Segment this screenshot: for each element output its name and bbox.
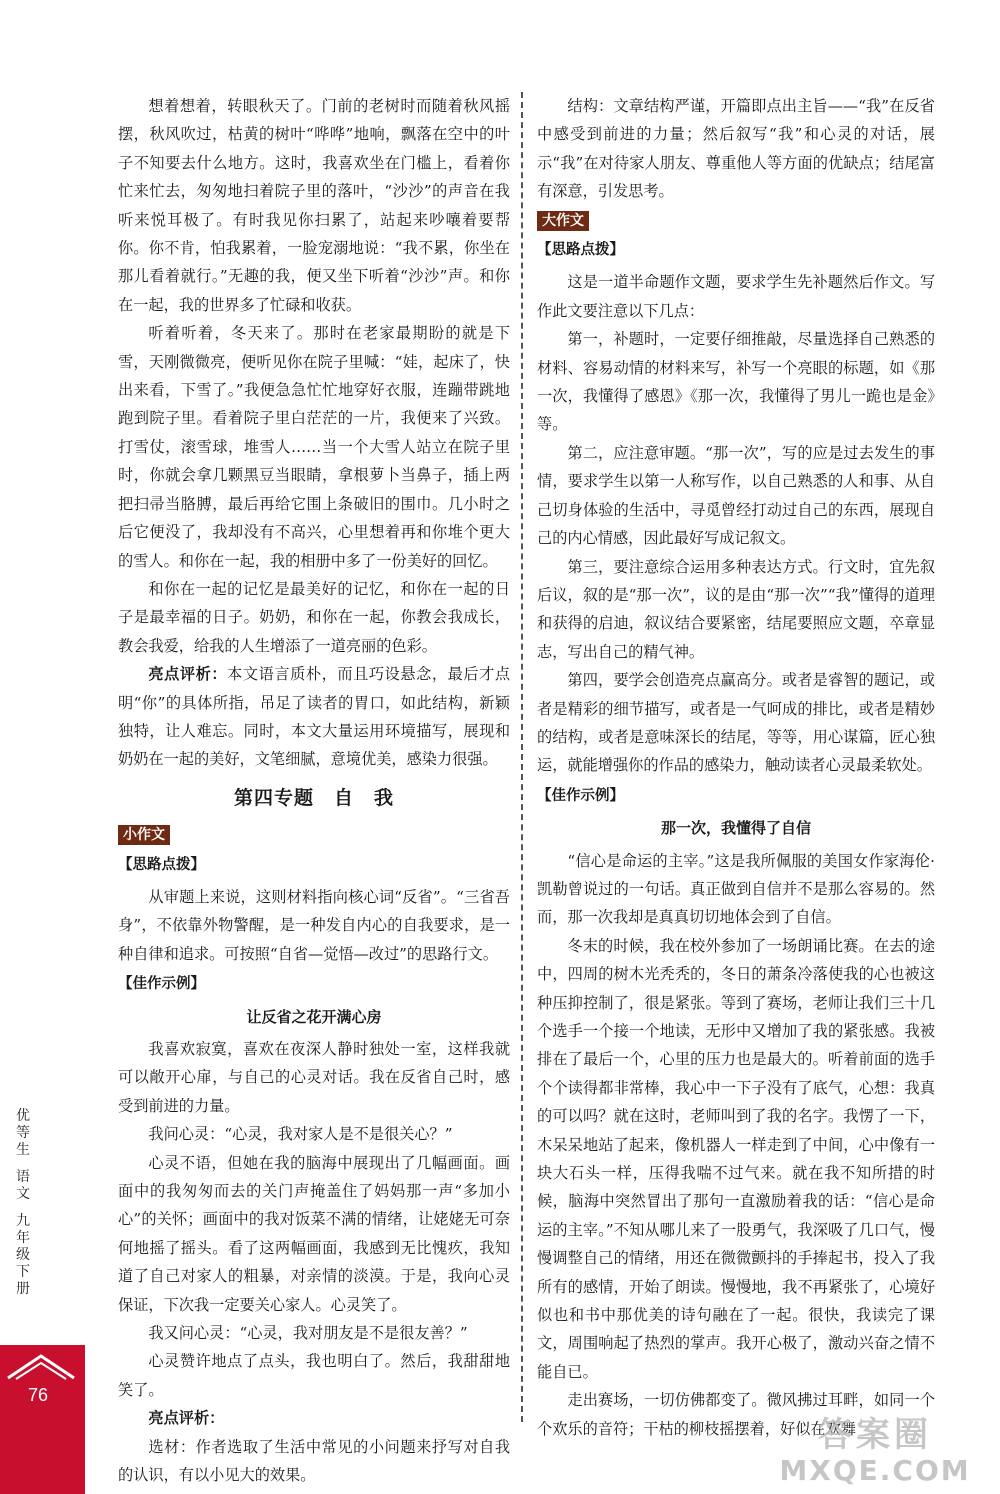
paragraph: 心灵赞许地点了点头，我也明白了。然后，我甜甜地笑了。 xyxy=(118,1352,510,1399)
paragraph: 我喜欢寂寞，喜欢在夜深人静时独处一室，这样我就可以敞开心扉，与自己的心灵对话。我在反省自己时，感受到前进的力量。 xyxy=(118,1040,510,1115)
paragraph: 第四，要学会创造亮点赢高分。或者是睿智的题记，或者是精彩的细节描写，或者是一气呵成的排比，或者是精妙的结构，或者是意味深长的结尾，等等，用心谋篇，匠心独运，就能增强你的作品的感染力，触动读者心灵最柔软处。 xyxy=(537,671,935,775)
example-heading: 【佳作示例】 xyxy=(537,787,624,804)
comment-text: 本文语言质朴，而且巧设悬念，最后才点明“你”的具体所指，吊足了读者的胃口，如此结构，新颖独特，让人难忘。同时，本文大量运用环境描写，展现和奶奶在一起的美好，文笔细腻，意境优美，感染力很强。 xyxy=(118,665,511,769)
paragraph: 结构：文章结构严谨，开篇即点出主旨——“我”在反省中感受到前进的力量；然后叙写“我”和心灵的对话，展示“我”在对待家人朋友、尊重他人等方面的优缺点；结尾富有深意，引发思考。 xyxy=(537,97,935,201)
chevron-decoration-icon xyxy=(6,1352,76,1380)
left-column xyxy=(118,92,510,1490)
essay-title: 那一次，我懂得了自信 xyxy=(660,819,811,838)
paragraph: “信心是命运的主宰。”这是我所佩服的美国女作家海伦·凯勒曾说过的一句话。真正做到自信并不是那么容易的。然而，那一次我却是真真切切地体会到了自信。 xyxy=(537,851,935,927)
paragraph: 第一，补题时，一定要仔细推敲，尽量选择自己熟悉的材料、容易动情的材料来写，补写一个亮眼的标题，如《那一次，我懂得了感恩》《那一次，我懂得了男儿一跪也是金》等。 xyxy=(537,330,935,434)
paragraph: 第三，要注意综合运用多种表达方式。行文时，宜先叙后议，叙的是“那一次”，议的是由“那一次”“我”懂得的道理和获得的启迪，叙议结合要紧密，结尾要照应文题，卒章显志，写出自己的精气神。 xyxy=(537,557,935,661)
paragraph: 想着想着，转眼秋天了。门前的老树时而随着秋风摇摆，秋风吹过，枯黄的树叶“哗哗”地响，飘落在空中的叶子不知要去什么地方。这时，我喜欢坐在门槛上，看着你忙来忙去，匆匆地扫着院子里的落叶，“沙沙”的声音在我听来悦耳极了。有时我见你扫累了，站起来吵嚷着要帮你。你不肯，怕我累着，一脸宠溺地说：“我不累，你坐在那儿看着就行。”无趣的我，便又坐下听着“沙沙”声。和你在一起，我的世界多了忙碌和收获。 xyxy=(118,97,510,314)
guide-heading: 【思路点拨】 xyxy=(118,856,205,873)
book-series-label xyxy=(10,1108,36,1308)
comment-label: 亮点评析： xyxy=(148,665,228,684)
paragraph: 从审题上来说，这则材料指向核心词“反省”。“三省吾身”，不依靠外物警醒，是一种发自内心的自我要求，是一种自律和追求。可按照“自省—觉悟—改过”的思路行文。 xyxy=(118,887,510,963)
chapter-title: 第四专题 自 我 xyxy=(233,786,394,809)
subject-label: 语文 xyxy=(16,1169,30,1202)
guide-heading: 【思路点拨】 xyxy=(537,242,624,259)
highlight-comment xyxy=(118,660,510,774)
paragraph: 第二，应注意审题。“那一次”，写的应是过去发生的事情，要求学生以第一人称写作，以自己熟悉的人和事、从自己切身体验的生活中，寻觅曾经打动过自己的东西，展现自己的内心情感，因此最好写成记叙文。 xyxy=(537,443,935,548)
column-divider xyxy=(521,92,523,1422)
paragraph: 走出赛场，一切仿佛都变了。微风拂过耳畔，如同一个个欢乐的音符；干枯的柳枝摇摆着，好似在欢舞 xyxy=(537,1391,935,1438)
watermark-text: 答案圈 xyxy=(818,1415,932,1455)
watermark-logo xyxy=(755,1415,995,1493)
paragraph: 选材：作者选取了生活中常见的小问题来抒写对自我的认识，有以小见大的效果。 xyxy=(118,1437,510,1485)
big-essay-tag: 大作文 xyxy=(537,211,589,231)
page-number: 76 xyxy=(27,1385,49,1405)
paragraph: 冬末的时候，我在校外参加了一场朗诵比赛。在去的途中，四周的树木光秃秃的，冬日的萧条冷落使我的心也被这种压抑控制了，很是紧张。等到了赛场，老师让我们三十几个选手一个接一个地读，无形中又增加了我的紧张感。我被排在了最后一个，心里的压力也是最大的。听着前面的选手个个读得都非常棒，我心中一下子没有了底气，心想：我真的可以吗？就在这时，老师叫到了我的名字。我愣了一下，木呆呆地站了起来，像机器人一样走到了中间，心中像有一块大石头一样，压得我喘不过气来。就在我不知所措的时候，脑海中突然冒出了那句一直激励着我的话：“信心是命运的主宰。”不知从哪儿来了一股勇气，我深吸了几口气，慢慢调整自己的情绪，用还在微微颤抖的手捧起书，投入了我所有的感情，开始了朗读。慢慢地，我不再紧张了，心境好似也和书中那优美的诗句融在了一起。很快，我读完了课文，周围响起了热烈的掌声。我开心极了，激动兴奋之情不能自已。 xyxy=(537,936,935,1381)
grade-label: 九年级下册 xyxy=(16,1213,30,1297)
right-column xyxy=(537,92,935,1443)
paragraph: 这是一道半命题作文题，要求学生先补题然后作文。写作此文要注意以下几点： xyxy=(537,273,935,320)
essay-title: 让反省之花开满心房 xyxy=(246,1007,382,1026)
paragraph: 和你在一起的记忆是最美好的记忆，和你在一起的日子是最幸福的日子。奶奶，和你在一起，你教会我成长，教会我爱，给我的人生增添了一道亮丽的色彩。 xyxy=(118,579,510,655)
brand-label: 优等生 xyxy=(16,1108,30,1158)
paragraph: 心灵不语，但她在我的脑海中展现出了几幅画面。画面中的我匆匆而去的关门声掩盖住了妈妈那一声“多加小心”的关怀；画面中的我对饭菜不满的情绪，让姥姥无可奈何地摇了摇头。看了这两幅画面，我感到无比愧疚，我知道了自己对家人的粗暴，对亲情的淡漠。于是，我向心灵保证，下次我一定要关心家人。心灵笑了。 xyxy=(118,1153,510,1314)
small-essay-tag: 小作文 xyxy=(118,825,170,845)
paragraph: 我又问心灵：“心灵，我对朋友是不是很友善？” xyxy=(148,1324,468,1343)
paragraph: 我问心灵：“心灵，我对家人是不是很关心？” xyxy=(148,1125,453,1144)
watermark-url: MXQE.COM xyxy=(779,1454,971,1487)
example-heading: 【佳作示例】 xyxy=(118,976,205,993)
paragraph: 听着听着，冬天来了。那时在老家最期盼的就是下雪，天刚微微亮，便听见你在院子里喊：“娃，起床了，快出来看，下雪了。”我便急急忙忙地穿好衣服，连蹦带跳地跑到院子里。看着院子里白茫茫的一片，我便来了兴致。打雪仗，滚雪球，堆雪人……当一个大雪人站立在院子里时，你就会拿几颗黑豆当眼睛，拿根萝卜当鼻子，插上两把扫帚当胳膊，最后再给它围上条破旧的围巾。几小时之后它便没了，我却没有不高兴，心里想着再和你堆个更大的雪人。和你在一起，我的相册中多了一份美好的回忆。 xyxy=(118,324,510,570)
comment-label: 亮点评析： xyxy=(148,1409,225,1428)
